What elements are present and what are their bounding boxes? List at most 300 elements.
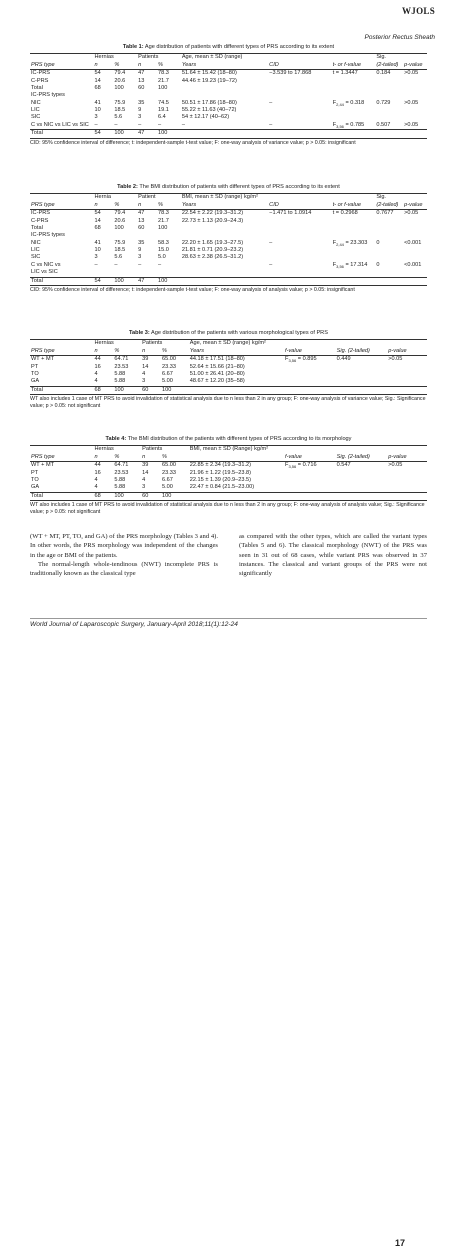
- table-cell: [137, 232, 157, 239]
- table-cell: 68: [94, 84, 101, 91]
- table-cell: 78.3: [158, 70, 169, 77]
- table-cell: 13: [138, 77, 145, 84]
- table-cell: –: [269, 239, 273, 246]
- table-cell: [157, 269, 181, 277]
- table-cell: 60: [138, 224, 145, 231]
- table-cell: 4: [94, 370, 98, 377]
- table-cell: 48.67 ± 12.20 (35–58): [189, 378, 245, 385]
- paragraph: as compared with the other types, which are called the variant types (Tables 5 and 6). The classical morphology (NWT) of the PRS was seen in 31 out of 68 cases, while variant PRS was observed in 37 instances. The classical and variant groups of the PRS were not significantly: [239, 533, 427, 578]
- table-group-header: Hernia Patient BMI, mean ± SD (range) kg/m² Sig.: [30, 194, 427, 202]
- table-cell: 5.00: [161, 378, 173, 385]
- table-cell: WT + MT: [31, 462, 55, 469]
- table-cell: [336, 477, 388, 484]
- table-cell: –: [94, 121, 98, 128]
- table-row: [30, 92, 427, 99]
- table-cell: Total: [30, 277, 94, 285]
- table-cell: GA: [31, 378, 40, 385]
- table-cell: [336, 364, 388, 371]
- table-cell: [387, 378, 427, 386]
- table-cell: 79.4: [114, 70, 126, 77]
- table-cell: 6.67: [161, 476, 173, 483]
- data-table: [30, 445, 427, 501]
- table-cell: 6.4: [158, 114, 166, 121]
- table-footnote: CID: 95% confidence interval of difference; t: independent-sample t-test value; F: one-way analysis of analysis value; p > 0.05: insignificant: [30, 286, 355, 293]
- table-cell: 100: [113, 130, 137, 138]
- table-row: [30, 254, 427, 261]
- table-cell: NIC: [31, 99, 41, 106]
- table-cell: [403, 92, 427, 99]
- table-cell: 47: [138, 210, 145, 217]
- table-cell: 52.64 ± 15.66 (21–80): [189, 363, 245, 370]
- table-row: [30, 85, 427, 92]
- table-cell: 4: [94, 476, 98, 483]
- table-cell: 58.3: [158, 239, 169, 246]
- table-cell: 3: [94, 254, 98, 261]
- table-cell: PT: [31, 363, 39, 370]
- table-cell: 16: [94, 469, 101, 476]
- table-cell: 9: [138, 247, 142, 253]
- table-cell: 75.9: [114, 239, 126, 246]
- table-row: [30, 218, 427, 225]
- page-number: 17: [394, 1238, 405, 1248]
- table-cell: 3: [94, 114, 98, 121]
- table-column-header: PRS type n % n % f-value Sig. (2-tailed) p-value: [30, 454, 427, 462]
- table-cell: 22.15 ± 1.39 (20.9–23.5): [189, 476, 251, 483]
- table-cell: [375, 225, 403, 232]
- table-cell: [403, 232, 427, 239]
- table-cell: [332, 277, 376, 285]
- table-cell: [336, 371, 388, 378]
- table-cell: 100: [158, 84, 168, 91]
- table-row: [30, 462, 427, 470]
- table-cell: 15.0: [158, 247, 169, 253]
- table-cell: [375, 254, 403, 261]
- table-row: [30, 470, 427, 477]
- table-cell: 41: [94, 239, 101, 246]
- table-cell: [332, 130, 376, 138]
- table-cell: IC-PRS: [31, 70, 50, 77]
- table-cell: 20.6: [114, 217, 126, 224]
- body-text: [30, 532, 427, 579]
- table-cell: 100: [113, 386, 141, 394]
- table-cell: [332, 247, 376, 254]
- table-cell: 14: [142, 469, 149, 476]
- table-cell: 47: [138, 70, 145, 77]
- table-cell: >0.05: [388, 356, 403, 363]
- table-cell: 0: [376, 261, 380, 268]
- data-table: [30, 53, 427, 138]
- table-cell: [375, 232, 403, 239]
- table-cell: 14: [94, 217, 101, 224]
- table-cell: 9: [138, 107, 142, 113]
- table-cell: 14: [94, 77, 101, 84]
- table-cell: 0.7677: [376, 210, 394, 217]
- table-row: [30, 232, 427, 239]
- table-cell: 5.6: [114, 254, 123, 261]
- table-row: [30, 356, 427, 364]
- table-cell: [268, 130, 332, 138]
- table-cell: [332, 269, 376, 277]
- table-cell: [189, 492, 284, 500]
- table-cell: 47: [137, 277, 157, 285]
- table-cell: [375, 269, 403, 277]
- table-cell: 18.5: [114, 247, 126, 253]
- body-column-left: [30, 532, 218, 579]
- table-caption: Table 1: Age distribution of patients with different types of PRS according to its extent: [122, 44, 335, 50]
- table-cell: >0.05: [388, 462, 403, 469]
- table-row: [30, 247, 427, 254]
- table-cell: IC-PRS: [31, 210, 50, 217]
- table-row: [30, 386, 427, 394]
- table-cell: 4: [142, 370, 146, 377]
- table-cell: [181, 92, 268, 99]
- table-cell: 100: [157, 130, 181, 138]
- table-row: [30, 492, 427, 500]
- table-cell: [375, 85, 403, 92]
- table-cell: 54: [94, 130, 114, 138]
- table-cell: SIC: [31, 114, 41, 121]
- table-cell: [181, 269, 268, 277]
- table-cell: –: [158, 121, 162, 128]
- table-cell: [375, 277, 403, 285]
- table-cell: 60: [141, 492, 161, 500]
- paragraph: The normal-length whole-tendinous (NWT) incomplete PRS is traditionally known as the classical type: [30, 561, 218, 578]
- table-cell: [268, 277, 332, 285]
- table-cell: LIC: [31, 247, 40, 253]
- journal-abbreviation: WJOLS: [401, 6, 435, 16]
- table-cell: 5.00: [161, 484, 173, 491]
- table-cell: [387, 470, 427, 477]
- table-cell: [268, 78, 332, 85]
- table-cell: –: [114, 261, 118, 268]
- table-cell: [284, 470, 336, 477]
- table-cell: [336, 378, 388, 386]
- table-cell: −1.471 to 1.0914: [269, 210, 312, 217]
- table-cell: >0.05: [404, 210, 419, 217]
- table-cell: [375, 92, 403, 99]
- table-cell: 10: [94, 247, 101, 253]
- table-cell: 21.7: [158, 217, 169, 224]
- table-cell: 44: [94, 462, 101, 469]
- table-3: [30, 330, 427, 410]
- table-cell: WT + MT: [31, 356, 55, 363]
- table-1: [30, 44, 427, 146]
- table-cell: $F_{3,56} = 0.716$: [285, 462, 317, 470]
- table-cell: [157, 232, 181, 239]
- table-cell: –: [269, 121, 273, 128]
- table-cell: [403, 277, 427, 285]
- table-cell: C-PRS: [31, 77, 49, 84]
- table-cell: 5.88: [114, 370, 126, 377]
- table-cell: 60: [141, 386, 161, 394]
- table-cell: [403, 114, 427, 121]
- table-cell: [336, 470, 388, 477]
- table-cell: 44: [94, 356, 101, 363]
- table-cell: >0.05: [404, 121, 419, 128]
- table-cell: [403, 269, 427, 277]
- table-cell: [332, 92, 376, 99]
- table-cell: 44.46 ± 19.23 (19–72): [181, 77, 237, 84]
- table-cell: 50.51 ± 17.86 (18–80): [181, 99, 237, 106]
- table-cell: $F_{3,56} = 0.785$: [332, 121, 365, 129]
- table-cell: 14: [142, 363, 149, 370]
- table-cell: 23.33: [161, 469, 176, 476]
- table-cell: SIC: [31, 254, 41, 261]
- journal-citation: World Journal of Laparoscopic Surgery, January-April 2018;11(1):12-24: [30, 621, 238, 628]
- table-cell: [113, 232, 137, 239]
- table-cell: [181, 225, 268, 232]
- table-cell: t = 1.3447: [332, 70, 358, 77]
- table-cell: [181, 232, 268, 239]
- table-cell: 54: [94, 277, 114, 285]
- table-row: [30, 269, 427, 277]
- table-cell: TO: [31, 476, 39, 483]
- table-cell: 21.81 ± 0.71 (20.9–23.2): [181, 247, 244, 253]
- table-cell: 79.4: [114, 210, 126, 217]
- table-cell: 5.88: [114, 484, 126, 491]
- table-cell: <0.001: [404, 239, 422, 246]
- table-cell: [332, 114, 376, 121]
- table-cell: [284, 484, 336, 492]
- table-cell: 35: [138, 99, 145, 106]
- table-cell: [332, 85, 376, 92]
- table-4: [30, 436, 427, 516]
- table-cell: [268, 254, 332, 261]
- table-group-header: Hernias Patients BMI, mean ± SD (Range) kg/m²: [30, 446, 427, 454]
- table-cell: $F_{2,44} = 0.318$: [332, 99, 365, 107]
- table-cell: 39: [142, 462, 149, 469]
- table-cell: 6.67: [161, 370, 173, 377]
- table-cell: 4: [94, 484, 98, 491]
- table-cell: [268, 225, 332, 232]
- table-cell: [94, 92, 114, 99]
- table-footnote: WT also includes 1 case of MT PRS to avoid invalidation of statistical analysis due to n less than 2 in any group; F: one-way analysis of analysis value; Sig.: Significance value; p > 0.05: not significant: [30, 502, 425, 515]
- table-cell: 3: [138, 254, 142, 261]
- table-caption: Table 3: Age distribution of the patients with various morphological types of PRS: [129, 330, 328, 336]
- table-cell: 51.00 ± 26.41 (20–80): [189, 370, 245, 377]
- table-cell: [332, 78, 376, 85]
- table-cell: [375, 78, 403, 85]
- table-cell: 54: [94, 210, 101, 217]
- table-cell: 22.54 ± 2.22 (19.3–31.2): [181, 210, 244, 217]
- table-caption: Table 2: The BMI distribution of patients with different types of PRS according to its extent: [117, 184, 340, 190]
- table-cell: [375, 107, 403, 114]
- table-cell: [387, 364, 427, 371]
- table-footnote: WT also includes 1 case of MT PRS to avoid invalidation of statistical analysis due to n less than 2 in any group; F: one-way analysis of variance value; Sig.: Significance value; p > 0.05: not significant: [30, 396, 426, 409]
- table-row: [30, 78, 427, 85]
- table-cell: [375, 247, 403, 254]
- table-cell: 21.96 ± 1.22 (19.5–23.8): [189, 469, 251, 476]
- table-column-header: PRS type n % n % Years CID t- or f-value (2-tailed) p-value: [30, 62, 427, 70]
- table-cell: 23.53: [114, 363, 129, 370]
- table-group-header: Hernias Patients Age, mean ± SD (range) kg/m²: [30, 340, 427, 348]
- table-row: [30, 364, 427, 371]
- table-cell: [332, 254, 376, 261]
- table-cell: [268, 218, 332, 225]
- table-cell: 78.3: [158, 210, 169, 217]
- table-cell: –: [269, 261, 273, 268]
- table-cell: C vs NIC vs LIC vs SIC: [31, 121, 89, 128]
- table-cell: Total: [30, 386, 94, 394]
- table-row: [30, 378, 427, 386]
- table-cell: [284, 364, 336, 371]
- table-cell: 28.63 ± 2.38 (26.5–31.2): [181, 254, 244, 261]
- table-cell: [268, 92, 332, 99]
- table-row: [30, 107, 427, 114]
- table-cell: [332, 218, 376, 225]
- table-cell: 100: [157, 277, 181, 285]
- table-row: [30, 484, 427, 492]
- table-cell: [403, 254, 427, 261]
- table-cell: [268, 247, 332, 254]
- table-cell: 23.53: [114, 469, 129, 476]
- table-cell: 41: [94, 99, 101, 106]
- table-cell: [332, 225, 376, 232]
- table-cell: 54 ± 12.17 (40–62): [181, 114, 230, 121]
- table-cell: –: [181, 121, 185, 128]
- table-cell: 0.184: [376, 70, 391, 77]
- table-cell: 60: [138, 84, 145, 91]
- table-cell: Total: [31, 224, 43, 231]
- table-cell: 75.9: [114, 99, 126, 106]
- table-cell: 44.18 ± 17.51 (18–80): [189, 356, 245, 363]
- table-cell: [387, 371, 427, 378]
- table-cell: 100: [113, 277, 137, 285]
- table-footnote: CID: 95% confidence interval of difference; t: independent-sample t-test value; F: one-way analysis of variance value; p > 0.05: insignificant: [30, 139, 356, 146]
- table-cell: [387, 484, 427, 492]
- table-cell: t = 0.2968: [332, 210, 358, 217]
- table-cell: 100: [158, 224, 168, 231]
- table-cell: –: [114, 121, 118, 128]
- table-cell: 100: [113, 492, 141, 500]
- table-cell: 22.85 ± 2.34 (19.3–31.2): [189, 462, 251, 469]
- table-cell: [181, 262, 268, 269]
- table-cell: 23.33: [161, 363, 176, 370]
- table-cell: [181, 130, 268, 138]
- table-cell: −3.539 to 17.868: [269, 70, 312, 77]
- table-cell: [284, 492, 336, 500]
- table-cell: Total: [30, 130, 94, 138]
- table-cell: [268, 85, 332, 92]
- table-cell: [403, 107, 427, 114]
- table-cell: [268, 114, 332, 121]
- table-cell: [181, 85, 268, 92]
- table-cell: 5.88: [114, 476, 126, 483]
- table-cell: [375, 218, 403, 225]
- table-row: [30, 225, 427, 232]
- paragraph: (WT + MT, PT, TO, and GA) of the PRS morphology (Tables 3 and 4). In other words, the PRS morphology was independent of the changes in the age or BMI of the patients.: [30, 533, 218, 559]
- table-cell: [403, 78, 427, 85]
- table-row: [30, 70, 427, 78]
- table-cell: 0.729: [376, 99, 391, 106]
- table-row: [30, 371, 427, 378]
- table-cell: TO: [31, 370, 39, 377]
- table-cell: 35: [138, 239, 145, 246]
- table-cell: –: [269, 99, 273, 106]
- table-cell: [284, 371, 336, 378]
- table-cell: 22.20 ± 1.65 (19.3–27.5): [181, 239, 244, 246]
- table-cell: $F_{2,44} = 23.303$: [332, 239, 368, 247]
- table-cell: [113, 92, 137, 99]
- data-table: [30, 339, 427, 395]
- table-cell: $F_{3,56} = 17.314$: [332, 261, 368, 269]
- data-table: [30, 193, 427, 286]
- table-cell: [387, 386, 427, 394]
- table-cell: [403, 130, 427, 138]
- table-cell: 21.7: [158, 77, 169, 84]
- table-cell: [336, 484, 388, 492]
- table-row: [30, 100, 427, 107]
- table-cell: [268, 269, 332, 277]
- table-cell: IC-PRS types: [31, 232, 65, 239]
- table-cell: –: [138, 121, 142, 128]
- table-row: [30, 210, 427, 218]
- table-cell: 68: [94, 492, 114, 500]
- table-cell: 0: [376, 239, 380, 246]
- table-cell: 68: [94, 386, 114, 394]
- table-cell: 4: [142, 476, 146, 483]
- table-2: [30, 184, 427, 294]
- table-cell: 4: [94, 378, 98, 385]
- table-row: [30, 277, 427, 285]
- table-cell: 64.71: [114, 462, 129, 469]
- table-cell: [375, 130, 403, 138]
- table-row: [30, 130, 427, 138]
- table-group-header: Hernias Patients Age, mean ± SD (range) Sig.: [30, 54, 427, 62]
- table-cell: NIC: [31, 239, 41, 246]
- table-cell: 54: [94, 70, 101, 77]
- table-cell: 3: [138, 114, 142, 121]
- table-cell: [336, 386, 388, 394]
- table-cell: >0.05: [404, 70, 419, 77]
- table-cell: 68: [94, 224, 101, 231]
- table-cell: 16: [94, 363, 101, 370]
- table-cell: 22.47 ± 0.84 (21.5–23.00): [189, 484, 255, 491]
- table-cell: [113, 269, 137, 277]
- running-section-title: Posterior Rectus Sheath: [364, 34, 435, 41]
- table-cell: [268, 232, 332, 239]
- table-cell: 10: [94, 107, 101, 113]
- table-cell: [387, 492, 427, 500]
- table-cell: 13: [138, 217, 145, 224]
- table-column-header: PRS type n % n % Years CID t- or f-value (2-tailed) p-value: [30, 202, 427, 210]
- table-cell: 5.6: [114, 114, 123, 121]
- table-cell: 55.22 ± 11.63 (40–72): [181, 107, 237, 113]
- table-cell: [181, 277, 268, 285]
- table-cell: PT: [31, 469, 39, 476]
- table-cell: [157, 92, 181, 99]
- table-cell: 100: [161, 492, 189, 500]
- table-row: [30, 122, 427, 130]
- table-cell: 47: [137, 130, 157, 138]
- table-cell: [284, 378, 336, 386]
- table-cell: [137, 92, 157, 99]
- table-cell: Total: [30, 492, 94, 500]
- table-cell: [332, 232, 376, 239]
- table-cell: [268, 107, 332, 114]
- table-cell: [403, 247, 427, 254]
- table-cell: [336, 492, 388, 500]
- table-cell: [137, 269, 157, 277]
- table-row: [30, 114, 427, 121]
- table-cell: 39: [142, 356, 149, 363]
- table-cell: 22.73 ± 1.13 (20.9–24.3): [181, 217, 244, 224]
- table-cell: [403, 225, 427, 232]
- table-cell: 18.5: [114, 107, 126, 113]
- table-cell: [284, 477, 336, 484]
- table-cell: 19.1: [158, 107, 169, 113]
- table-cell: [403, 218, 427, 225]
